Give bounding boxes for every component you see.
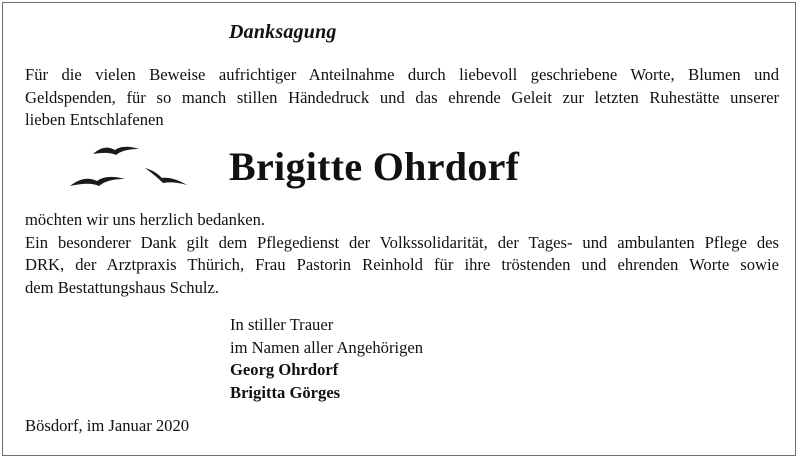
obituary-notice	[2, 2, 796, 456]
signer-name: Brigitta Görges	[230, 382, 341, 402]
thanks-paragraph	[25, 209, 779, 299]
deceased-name: Brigitte Ohrdorf	[229, 144, 520, 189]
notice-heading: Danksagung	[229, 21, 337, 43]
signer-name: Georg Ohrdorf	[230, 360, 339, 379]
thanks-line: dem Bestattungshaus Schulz.	[25, 277, 220, 297]
intro-line: Für die vielen Beweise aufrichtiger Anteilnahme durch liebevoll geschriebene Worte, Blumen und	[25, 65, 779, 84]
intro-line: lieben Entschlafenen	[25, 110, 164, 129]
thanks-line: möchten wir uns herzlich bedanken.	[25, 210, 266, 229]
thanks-line: DRK, der Arztpraxis Thürich, Frau Pastorin Reinhold für ihre tröstenden und ehrenden Worte sowie	[25, 255, 779, 274]
signature-block	[230, 314, 423, 404]
mourning-line: In stiller Trauer	[230, 315, 334, 334]
relatives-line: im Namen aller Angehörigen	[230, 337, 424, 357]
thanks-line: Ein besonderer Dank gilt dem Pflegedienst der Volkssolidarität, der Tages- und ambulanten Pflege des	[25, 232, 779, 252]
intro-line: Geldspenden, für so manch stillen Händedruck und das ehrende Geleit zur letzten Ruhestätte unserer	[25, 87, 779, 107]
place-date: Bösdorf, im Januar 2020	[25, 416, 190, 435]
intro-paragraph	[25, 64, 779, 132]
flying-birds-icon	[67, 141, 191, 193]
